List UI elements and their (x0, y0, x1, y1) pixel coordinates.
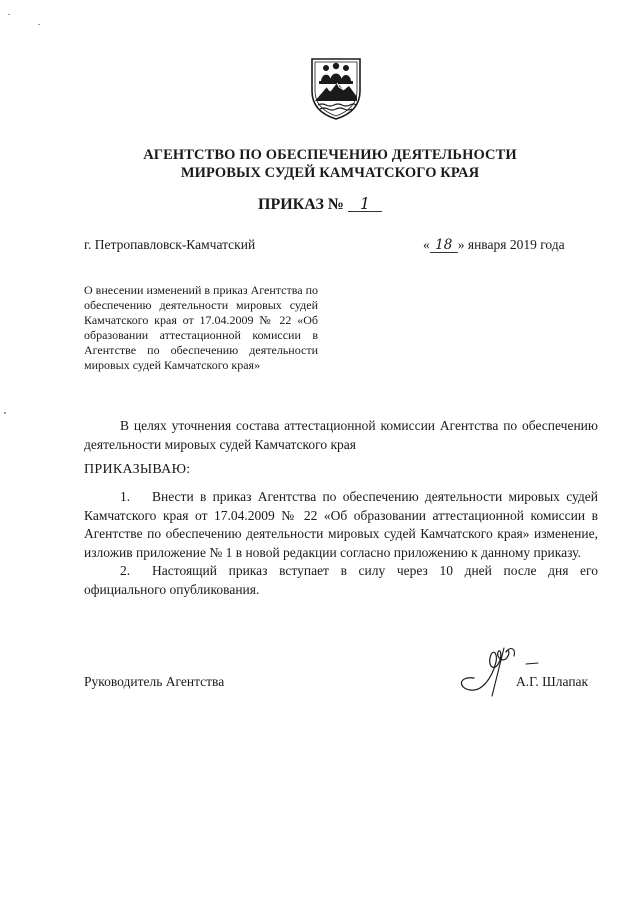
order-item-number: 2. (120, 563, 131, 578)
date-day: 18 (430, 239, 458, 253)
order-item (84, 562, 598, 599)
order-directive-word: ПРИКАЗЫВАЮ: (84, 462, 191, 477)
signer-position: Руководитель Агентства (84, 674, 225, 689)
agency-name (60, 146, 600, 182)
order-number: 1 (348, 197, 382, 212)
order-title (0, 196, 640, 214)
coat-of-arms-icon (309, 57, 363, 121)
order-item-number: 1. (120, 489, 131, 504)
date-quote-close: » (457, 237, 465, 252)
order-city: г. Петропавловск-Камчатский (84, 237, 256, 252)
order-title-label: ПРИКАЗ № (258, 196, 344, 213)
agency-name-line-1: АГЕНТСТВО ПО ОБЕСПЕЧЕНИЮ ДЕЯТЕЛЬНОСТИ (143, 147, 517, 163)
date-month-year: января 2019 года (464, 237, 565, 252)
scan-speck (8, 14, 10, 15)
signer-name: А.Г. Шлапак (516, 674, 589, 689)
order-subject: О внесении изменений в приказ Агентства по обеспечению деятельности мировых судей Камчатского края от 17.04.2009 № 22 «Об образовании аттестационной комиссии в Агентстве по обеспечению деятельности мировых судей Камчатского края» (84, 283, 318, 372)
order-preamble: В целях уточнения состава аттестационной комиссии Агентства по обеспечению деятельности мировых судей Камчатского края (84, 418, 598, 452)
order-items (84, 488, 598, 599)
scan-speck (38, 24, 40, 25)
order-date (423, 237, 565, 253)
date-quote-open: « (423, 237, 430, 252)
agency-name-line-2: МИРОВЫХ СУДЕЙ КАМЧАТСКОГО КРАЯ (180, 165, 480, 181)
order-item (84, 488, 598, 562)
order-item-text: Внести в приказ Агентства по обеспечению деятельности мировых судей Камчатского края от 17.04.2009 № 22 «Об образовании аттестационной комиссии в Агентстве по обеспечению деятельности мировых судей Камчатского края» изменение, изложив приложение № 1 в новой редакции согласно приложению к данному приказу. (84, 489, 598, 560)
scan-speck (4, 412, 6, 414)
order-item-text: Настоящий приказ вступает в силу через 10 дней после дня его официального опубликования. (84, 563, 598, 597)
